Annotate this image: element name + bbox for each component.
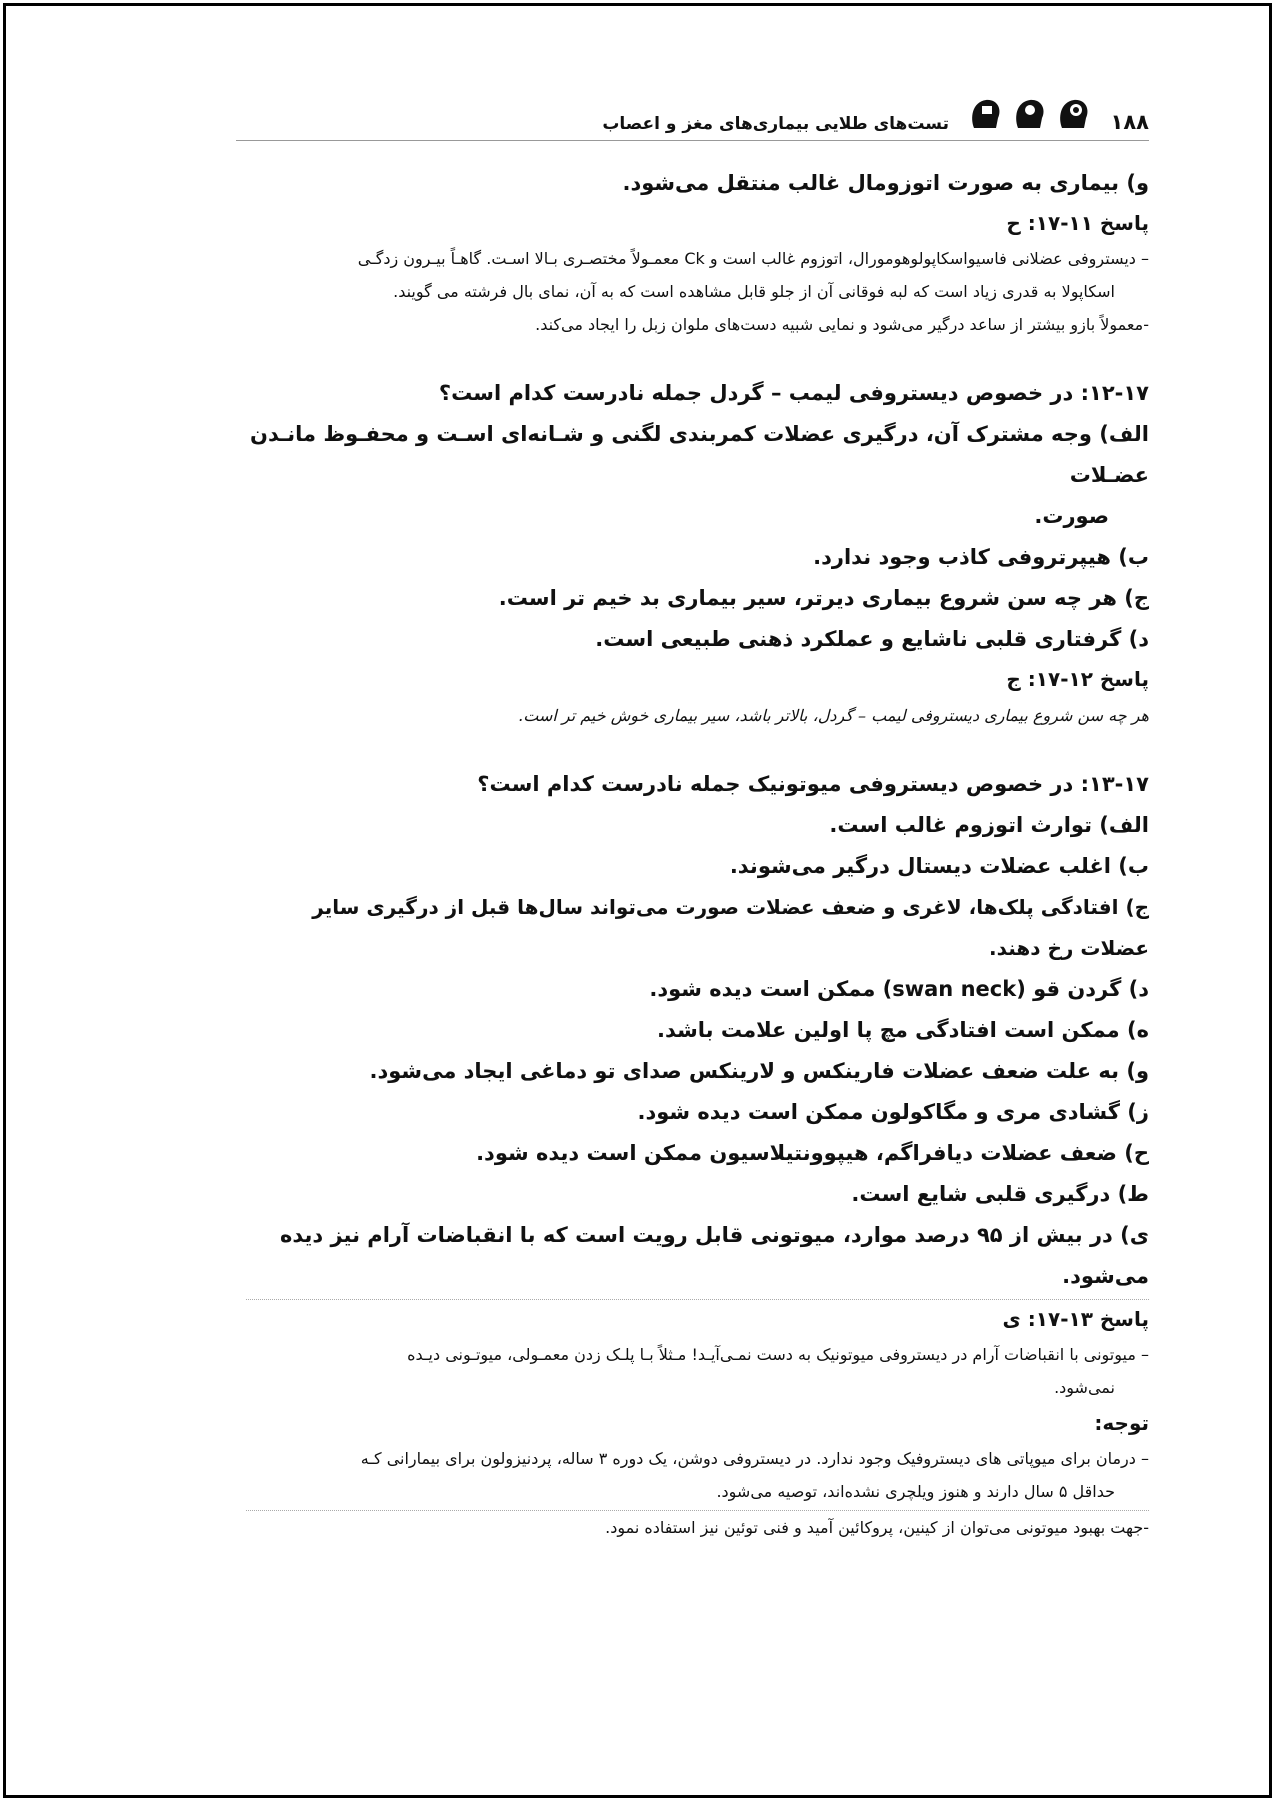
explanation-line: اسکاپولا به قدری زیاد است که لبه فوقانی آن از جلو قابل مشاهده است که به آن، نمای بال فرشته می گویند. bbox=[393, 282, 1115, 301]
question-13-option: د) گردن قو (swan neck) ممکن است دیده شود. bbox=[649, 977, 1149, 1001]
question-13-option: ی) در بیش از ۹۵ درصد موارد، میوتونی قابل رویت است که با انقباضات آرام نیز دیده می‌شود. bbox=[279, 1223, 1149, 1288]
book-title: تست‌های طلایی بیماری‌های مغز و اعصاب bbox=[602, 114, 949, 134]
question-12-option: ج) هر چه سن شروع بیماری دیرتر، سیر بیماری بد خیم تر است. bbox=[498, 586, 1149, 610]
question-13-option: ز) گشادی مری و مگاکولون ممکن است دیده شود. bbox=[637, 1100, 1149, 1124]
question-12-option: د) گرفتاری قلبی ناشایع و عملکرد ذهنی طبیعی است. bbox=[595, 627, 1149, 651]
explanation-line: – دیستروفی عضلانی فاسیواسکاپولوهومورال، اتوزوم غالب است و Ck معمـولاً مختصـری بـالا اسـت. گاهـاً بیـرون زدگـی bbox=[357, 249, 1149, 268]
question-12-option: الف) وجه مشترک آن، درگیری عضلات کمربندی لگنی و شـانه‌ای اسـت و محفـوظ مانـدن عضـلات bbox=[250, 422, 1149, 487]
question-13-option: و) به علت ضعف عضلات فارینکس و لارینکس صدای تو دماغی ایجاد می‌شود. bbox=[369, 1059, 1149, 1083]
prev-option-vav: و) بیماری به صورت اتوزومال غالب منتقل می‌شود. bbox=[622, 171, 1149, 195]
note-line: -جهت بهبود میوتونی می‌توان از کینین، پروکائین آمید و فنی توئین نیز استفاده نمود. bbox=[605, 1518, 1149, 1537]
question-13-option: ح) ضعف عضلات دیافراگم، هیپوونتیلاسیون ممکن است دیده شود. bbox=[476, 1141, 1149, 1165]
answer-12: پاسخ ۱۲-۱۷: ج bbox=[1006, 667, 1149, 691]
question-13-option: الف) توارث اتوزوم غالب است. bbox=[829, 813, 1149, 837]
page-number: ۱۸۸ bbox=[1110, 110, 1149, 134]
question-13-stem: ۱۳-۱۷: در خصوص دیستروفی میوتونیک جمله نادرست کدام است؟ bbox=[477, 772, 1149, 796]
question-13-option: ه) ممکن است افتادگی مچ پا اولین علامت باشد. bbox=[657, 1018, 1149, 1042]
explanation-line: – میوتونی با انقباضات آرام در دیستروفی میوتونیک به دست نمـی‌آیـد! مـثلاً بـا پلـک زدن معمـولی، میوتـونی دیـده bbox=[407, 1345, 1149, 1364]
answer-11: پاسخ ۱۱-۱۷: ح bbox=[1006, 211, 1149, 235]
explanation-12: هر چه سن شروع بیماری دیستروفی لیمب – گردل، بالاتر باشد، سیر بیماری خوش خیم تر است. bbox=[518, 706, 1149, 725]
question-13-option: ج) افتادگی پلک‌ها، لاغری و ضعف عضلات صورت می‌تواند سال‌ها قبل از درگیری سایر عضلات رخ دهند. bbox=[312, 895, 1149, 960]
note-line: – درمان برای میوپاتی های دیستروفیک وجود ندارد. در دیستروفی دوشن، یک دوره ۳ ساله، پردنیزولون برای بیمارانی کـه bbox=[360, 1449, 1149, 1468]
document-page bbox=[3, 3, 1272, 1798]
question-13-option: ب) اغلب عضلات دیستال درگیر می‌شوند. bbox=[729, 854, 1149, 878]
page-header bbox=[236, 92, 1149, 141]
note-line: حداقل ۵ سال دارند و هنوز ویلچری نشده‌اند، توصیه می‌شود. bbox=[716, 1482, 1115, 1501]
note-title: توجه: bbox=[1094, 1411, 1149, 1435]
question-12-option: ب) هیپرتروفی کاذب وجود ندارد. bbox=[813, 545, 1149, 569]
brain-heads-icon bbox=[966, 92, 1094, 132]
explanation-line: -معمولاً بازو بیشتر از ساعد درگیر می‌شود و نمایی شبیه دست‌های ملوان زبل را ایجاد می‌کند. bbox=[535, 315, 1149, 334]
page-content bbox=[246, 92, 1149, 1544]
question-12-stem: ۱۲-۱۷: در خصوص دیستروفی لیمب – گردل جمله نادرست کدام است؟ bbox=[438, 381, 1149, 405]
question-13-option: ط) درگیری قلبی شایع است. bbox=[851, 1182, 1149, 1206]
question-12-option: صورت. bbox=[1034, 504, 1109, 528]
explanation-line: نمی‌شود. bbox=[1054, 1378, 1115, 1397]
answer-13: پاسخ ۱۳-۱۷: ی bbox=[1002, 1307, 1149, 1331]
